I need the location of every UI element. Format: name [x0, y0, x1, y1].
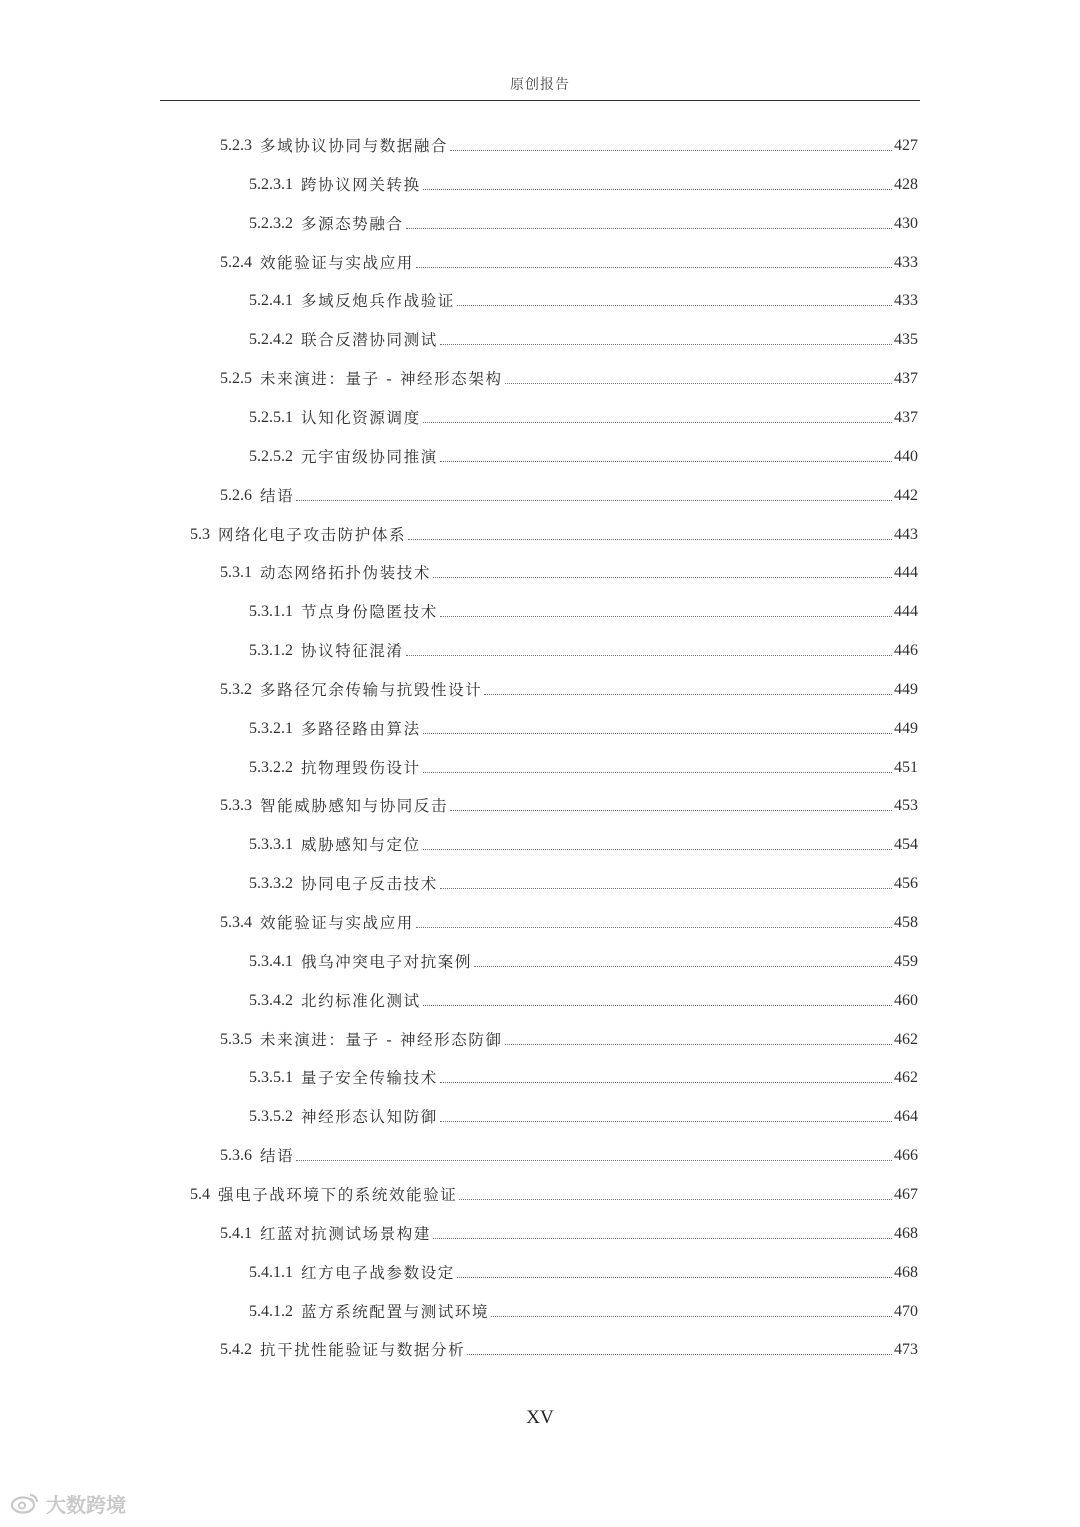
toc-entry-page: 442	[894, 486, 918, 504]
toc-dot-leader	[408, 539, 892, 540]
toc-entry-number: 5.2.4	[220, 253, 252, 271]
toc-entry-number: 5.4.1.2	[249, 1302, 293, 1320]
toc-entry-page: 435	[894, 331, 918, 349]
toc-entry[interactable]	[220, 1140, 918, 1166]
toc-entry-page: 454	[894, 836, 918, 854]
toc-entry-title: 未来演进：量子 - 神经形态防御	[260, 1030, 503, 1049]
toc-entry-page: 437	[894, 370, 918, 388]
toc-entry-number: 5.2.5.1	[249, 408, 293, 426]
toc-entry-title: 多域反炮兵作战验证	[301, 292, 455, 311]
toc-dot-leader	[440, 344, 892, 345]
toc-entry-title: 协同电子反击技术	[301, 875, 438, 894]
toc-entry-page: 459	[894, 952, 918, 970]
toc-entry[interactable]	[220, 674, 918, 700]
toc-dot-leader	[457, 305, 892, 306]
toc-entry-title: 跨协议网关转换	[301, 175, 421, 194]
toc-dot-leader	[440, 461, 892, 462]
toc-entry-title: 多域协议协同与数据融合	[260, 137, 449, 155]
toc-entry-number: 5.3.4.1	[249, 952, 293, 970]
toc-entry-number: 5.3.2.2	[249, 758, 293, 776]
toc-entry-page: 449	[894, 680, 918, 698]
toc-entry-number: 5.2.5.2	[249, 447, 293, 465]
toc-entry-title: 效能验证与实战应用	[260, 253, 414, 272]
toc-entry-title: 结语	[260, 486, 295, 505]
toc-entry-page: 433	[894, 253, 918, 271]
toc-dot-leader	[491, 1316, 892, 1317]
toc-entry[interactable]	[249, 868, 918, 894]
toc-entry-number: 5.3.4	[220, 914, 252, 931]
page-header: 原创报告	[510, 77, 570, 93]
toc-entry-page: 466	[894, 1147, 918, 1165]
toc-entry[interactable]	[220, 130, 918, 156]
watermark-text: 大数跨境	[46, 1492, 126, 1517]
toc-entry-page: 444	[894, 603, 918, 621]
toc-entry-number: 5.3.1	[220, 564, 252, 582]
toc-dot-leader	[450, 150, 892, 151]
toc-entry-page: 453	[894, 797, 918, 815]
toc-dot-leader	[406, 655, 892, 656]
toc-dot-leader	[467, 1354, 892, 1355]
toc-dot-leader	[433, 577, 892, 578]
toc-dot-leader	[484, 694, 892, 695]
toc-entry-number: 5.3.3	[220, 797, 252, 815]
page-number: XV	[526, 1407, 554, 1428]
toc-entry-number: 5.3.1.1	[249, 603, 293, 621]
toc-entry[interactable]	[220, 790, 918, 816]
toc-entry-title: 节点身份隐匿技术	[301, 603, 438, 622]
toc-entry-number: 5.3.3.2	[249, 875, 293, 893]
toc-entry-number: 5.2.5	[220, 370, 252, 388]
toc-entry-title: 北约标准化测试	[301, 991, 421, 1010]
weibo-logo-icon	[10, 1492, 40, 1514]
toc-entry[interactable]	[220, 480, 918, 506]
toc-entry[interactable]	[249, 1062, 918, 1088]
toc-dot-leader	[406, 228, 892, 229]
toc-dot-leader	[433, 1238, 892, 1239]
toc-entry-title: 元宇宙级协同推演	[301, 447, 438, 466]
toc-entry[interactable]	[249, 324, 918, 350]
toc-entry-title: 俄乌冲突电子对抗案例	[301, 952, 473, 971]
toc-entry-number: 5.3.2	[220, 680, 252, 698]
toc-entry-page: 456	[894, 875, 918, 893]
toc-entry-page: 468	[894, 1263, 918, 1281]
toc-entry-number: 5.3.2.1	[249, 719, 293, 737]
toc-entry[interactable]	[249, 402, 918, 428]
toc-entry-number: 5.3.1.2	[249, 642, 293, 660]
toc-entry-page: 462	[894, 1069, 918, 1087]
toc-entry[interactable]	[249, 596, 918, 622]
toc-entry[interactable]	[220, 1334, 918, 1360]
toc-entry-number: 5.3.5.2	[249, 1108, 293, 1126]
toc-entry-title: 蓝方系统配置与测试环境	[301, 1302, 490, 1321]
toc-entry[interactable]	[249, 713, 918, 739]
toc-entry[interactable]	[220, 1024, 918, 1050]
toc-entry[interactable]	[249, 1101, 918, 1127]
toc-dot-leader	[450, 810, 892, 811]
toc-entry-page: 440	[894, 447, 918, 465]
toc-entry[interactable]	[190, 1179, 918, 1205]
toc-dot-leader	[423, 733, 892, 734]
toc-dot-leader	[423, 1005, 892, 1006]
toc-entry-title: 效能验证与实战应用	[260, 914, 414, 932]
toc-entry-page: 433	[894, 292, 918, 310]
toc-entry[interactable]	[220, 907, 918, 933]
toc-entry-title: 智能威胁感知与协同反击	[260, 797, 449, 816]
toc-dot-leader	[296, 500, 892, 501]
toc-entry-number: 5.2.3.2	[249, 214, 293, 232]
toc-dot-leader	[474, 966, 892, 967]
toc-dot-leader	[505, 1044, 892, 1045]
toc-entry-number: 5.3.6	[220, 1147, 252, 1165]
toc-dot-leader	[440, 1121, 892, 1122]
toc-entry-number: 5.4.1	[220, 1224, 252, 1242]
toc-dot-leader	[440, 616, 892, 617]
toc-entry-page: 437	[894, 408, 918, 426]
toc-entry-page: 443	[894, 525, 918, 543]
toc-entry-title: 神经形态认知防御	[301, 1108, 438, 1127]
toc-entry-page: 470	[894, 1302, 918, 1320]
toc-entry-page: 468	[894, 1224, 918, 1242]
toc-entry[interactable]	[249, 635, 918, 661]
toc-entry-number: 5.2.4.2	[249, 331, 293, 349]
toc-entry-number: 5.4.2	[220, 1341, 252, 1359]
toc-dot-leader	[416, 927, 892, 928]
toc-entry-page: 451	[894, 758, 918, 776]
toc-entry[interactable]	[249, 752, 918, 778]
toc-entry-number: 5.2.4.1	[249, 292, 293, 310]
toc-dot-leader	[423, 422, 892, 423]
toc-entry-page: 464	[894, 1108, 918, 1126]
toc-entry-title: 红蓝对抗测试场景构建	[260, 1224, 432, 1243]
toc-dot-leader	[459, 1199, 892, 1200]
toc-entry-title: 认知化资源调度	[301, 408, 421, 427]
toc-entry-number: 5.3	[190, 525, 210, 543]
toc-entry-title: 协议特征混淆	[301, 642, 404, 661]
toc-entry-number: 5.3.5.1	[249, 1069, 293, 1087]
toc-entry-page: 449	[894, 719, 918, 737]
toc-dot-leader	[423, 189, 892, 190]
toc-entry-title: 多路径路由算法	[301, 719, 421, 738]
toc-entry[interactable]	[190, 519, 918, 545]
toc-entry-title: 网络化电子攻击防护体系	[218, 525, 407, 544]
toc-entry-page: 446	[894, 642, 918, 660]
toc-entry-page: 467	[894, 1185, 918, 1203]
toc-entry-title: 强电子战环境下的系统效能验证	[218, 1185, 458, 1204]
toc-entry-title: 抗干扰性能验证与数据分析	[260, 1341, 466, 1360]
toc-entry-page: 462	[894, 1030, 918, 1048]
toc-entry[interactable]	[249, 441, 918, 467]
toc-entry[interactable]	[249, 208, 918, 234]
toc-entry[interactable]	[220, 247, 918, 273]
toc-entry-page: 460	[894, 991, 918, 1009]
toc-dot-leader	[423, 849, 892, 850]
toc-entry[interactable]	[249, 1296, 918, 1322]
toc-entry[interactable]	[249, 946, 918, 972]
toc-entry-title: 未来演进：量子 - 神经形态架构	[260, 370, 503, 389]
toc-entry-title: 威胁感知与定位	[301, 836, 421, 855]
toc-entry-title: 多路径冗余传输与抗毁性设计	[260, 680, 483, 699]
toc-entry-title: 动态网络拓扑伪装技术	[260, 564, 432, 583]
toc-entry-number: 5.4.1.1	[249, 1263, 293, 1281]
toc-entry-page: 444	[894, 564, 918, 582]
toc-entry[interactable]	[249, 169, 918, 195]
toc-entry-title: 多源态势融合	[301, 214, 404, 233]
toc-entry-number: 5.3.4.2	[249, 991, 293, 1009]
toc-dot-leader	[457, 1277, 892, 1278]
toc-entry-number: 5.4	[190, 1185, 210, 1203]
toc-entry-page: 473	[894, 1341, 918, 1359]
toc-entry-title: 联合反潜协同测试	[301, 331, 438, 350]
toc-entry-title: 抗物理毁伤设计	[301, 758, 421, 777]
toc-dot-leader	[505, 383, 892, 384]
toc-entry-title: 结语	[260, 1147, 295, 1166]
watermark	[10, 1490, 126, 1516]
toc-entry[interactable]	[249, 285, 918, 311]
toc-dot-leader	[296, 1160, 892, 1161]
toc-entry-number: 5.2.3	[220, 137, 252, 154]
toc-entry-title: 量子安全传输技术	[301, 1069, 438, 1088]
toc-dot-leader	[416, 267, 892, 268]
toc-dot-leader	[440, 1082, 892, 1083]
toc-entry-page: 428	[894, 175, 918, 193]
toc-entry-number: 5.2.3.1	[249, 175, 293, 193]
toc-entry-page: 458	[894, 914, 918, 931]
toc-entry[interactable]	[220, 557, 918, 583]
toc-dot-leader	[423, 772, 892, 773]
toc-entry[interactable]	[249, 829, 918, 855]
toc-entry[interactable]	[220, 363, 918, 389]
toc-entry[interactable]	[220, 1218, 918, 1244]
toc-dot-leader	[440, 888, 892, 889]
toc-entry-title: 红方电子战参数设定	[301, 1263, 455, 1282]
toc-entry-number: 5.3.5	[220, 1030, 252, 1048]
toc-entry[interactable]	[249, 985, 918, 1011]
toc-entry-page: 430	[894, 214, 918, 232]
toc-entry-page: 427	[894, 137, 918, 154]
toc-entry-number: 5.3.3.1	[249, 836, 293, 854]
toc-entry-number: 5.2.6	[220, 486, 252, 504]
toc-entry[interactable]	[249, 1257, 918, 1283]
